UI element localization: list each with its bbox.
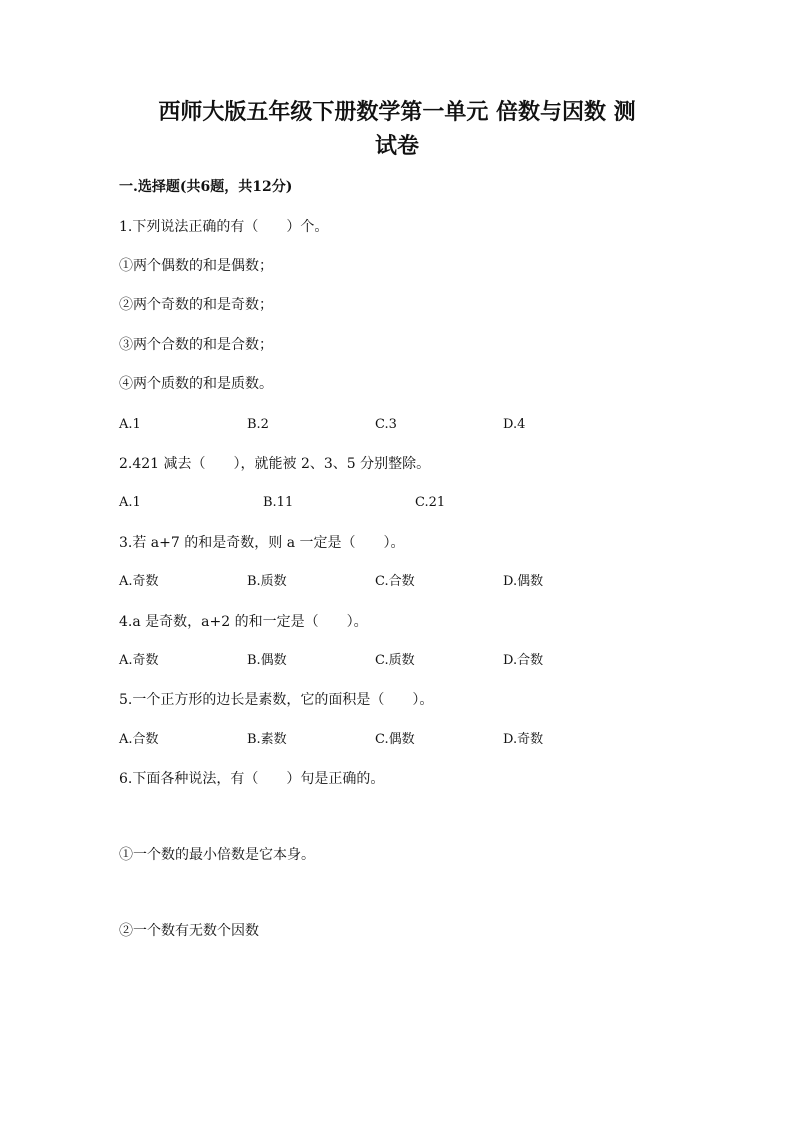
page-title-line-1: 西师大版五年级下册数学第一单元 倍数与因数 测 <box>158 99 636 125</box>
question-5-option-c[interactable]: C.偶数 <box>375 732 415 747</box>
question-3-stem: 3.若 a+7 的和是奇数，则 a 一定是（ ）。 <box>119 535 405 551</box>
question-4-option-c[interactable]: C.质数 <box>375 653 415 668</box>
question-2-stem: 2.421 减去（ ），就能被 2、3、5 分别整除。 <box>119 456 431 472</box>
question-1-statement-1: ①两个偶数的和是偶数； <box>119 258 273 274</box>
question-6-stem: 6.下面各种说法，有（ ）句是正确的。 <box>119 771 385 787</box>
question-5-option-a[interactable]: A.合数 <box>119 732 159 747</box>
question-1-stem: 1.下列说法正确的有（ ）个。 <box>119 219 329 235</box>
section-heading: 一.选择题(共6题，共12分) <box>119 179 293 195</box>
question-3-option-b[interactable]: B.质数 <box>247 574 287 589</box>
question-6-statement-1: ①一个数的最小倍数是它本身。 <box>119 847 315 863</box>
question-2-option-a[interactable]: A.1 <box>119 495 141 510</box>
question-1-statement-2: ②两个奇数的和是奇数； <box>119 297 273 313</box>
question-3-option-c[interactable]: C.合数 <box>375 574 415 589</box>
page-title-line-2: 试卷 <box>374 133 419 159</box>
question-2-option-c[interactable]: C.21 <box>415 495 446 510</box>
question-1-statement-3: ③两个合数的和是合数； <box>119 337 273 353</box>
question-4-stem: 4.a 是奇数，a+2 的和一定是（ ）。 <box>119 614 368 630</box>
question-5-option-b[interactable]: B.素数 <box>247 732 287 747</box>
question-4-option-b[interactable]: B.偶数 <box>247 653 287 668</box>
question-5-option-d[interactable]: D.奇数 <box>503 732 544 747</box>
question-4-option-d[interactable]: D.合数 <box>503 653 544 668</box>
question-2-option-b[interactable]: B.11 <box>263 495 294 510</box>
question-1-option-b[interactable]: B.2 <box>247 417 269 432</box>
question-4-option-a[interactable]: A.奇数 <box>119 653 159 668</box>
question-1-option-d[interactable]: D.4 <box>503 417 526 432</box>
question-5-stem: 5.一个正方形的边长是素数，它的面积是（ ）。 <box>119 692 434 708</box>
question-3-option-d[interactable]: D.偶数 <box>503 574 544 589</box>
question-1-statement-4: ④两个质数的和是质数。 <box>119 376 273 392</box>
question-1-option-a[interactable]: A.1 <box>119 417 141 432</box>
question-1-option-c[interactable]: C.3 <box>375 417 397 432</box>
question-6-statement-2: ②一个数有无数个因数 <box>119 923 259 939</box>
question-3-option-a[interactable]: A.奇数 <box>119 574 159 589</box>
